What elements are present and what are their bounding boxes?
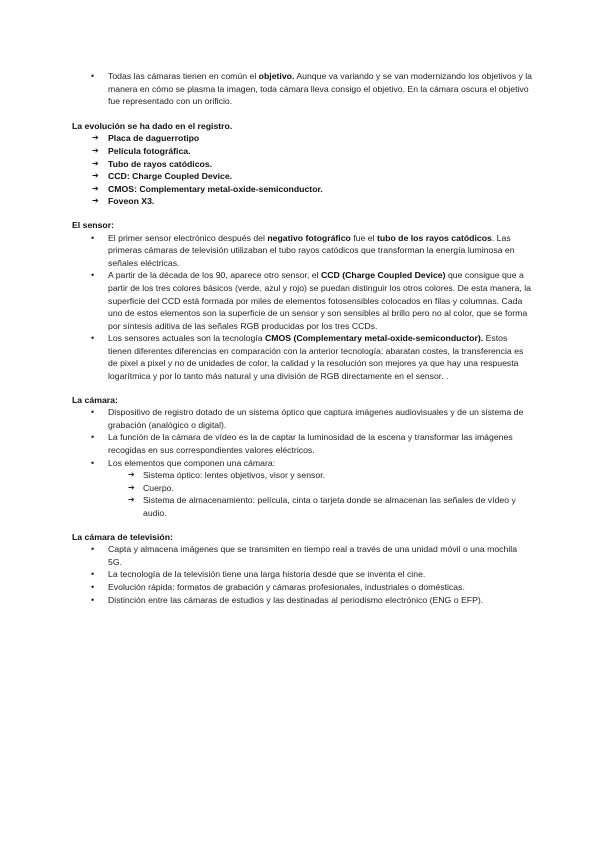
sensor-bullet-1: • El primer sensor electrónico después del negativo fotográfico fue el tubo de los rayos catódicos. Las primeras cámaras de televisión utilizaban el tubo rayos catódicos que transforman la energía luminosa en señales eléctricas. xyxy=(72,232,532,270)
sensor-heading: El sensor: xyxy=(72,219,115,230)
list-item: • Dispositivo de registro dotado de un sistema óptico que captura imágenes audiovisuales y de un sistema de grabación (analógico o digital). xyxy=(72,406,532,431)
camara-heading: La cámara: xyxy=(72,394,118,405)
list-item: • Distinción entre las cámaras de estudios y las destinadas al periodismo electrónico (ENG o EFP). xyxy=(72,594,532,607)
tv-heading: La cámara de televisión: xyxy=(72,531,173,542)
list-item: • La función de la cámara de vídeo es la de captar la luminosidad de la escena y transformar las imágenes recogidas en sus correspondientes valores eléctricos. xyxy=(72,431,532,456)
list-item: ➔ CCD: Charge Coupled Device. xyxy=(72,170,532,183)
list-item: ➔ CMOS: Complementary metal-oxide-semiconductor. xyxy=(72,183,532,196)
sub-list-item: ➔ Sistema de almacenamiento: película, cinta o tarjeta donde se almacenan las señales de vídeo y audio. xyxy=(72,494,532,519)
evolucion-list xyxy=(72,132,532,208)
list-item: • Los elementos que componen una cámara: xyxy=(72,457,532,470)
sub-list-item: ➔ Sistema óptico: lentes objetivos, visor y sensor. xyxy=(72,469,532,482)
sub-list-item: ➔ Cuerpo. xyxy=(72,482,532,495)
list-item: ➔ Tubo de rayos catódicos. xyxy=(72,158,532,171)
sensor-bullet-3: • Los sensores actuales son la tecnología CMOS (Complementary metal-oxide-semiconductor). Estos tienen diferentes diferencias en comparación con la anterior tecnología: abaratan costes, la transferencia es de pixel a pixel y no de unidades de color, la calidad y la resolución son mejores ya que hay una respuesta logarítmica y por lo tanto más natural y una división de RGB directamente en el sensor. . xyxy=(72,332,532,382)
list-item: ➔ Película fotográfica. xyxy=(72,145,532,158)
list-item: • Capta y almacena imágenes que se transmiten en tiempo real a través de una unidad móvil o una mochila 5G. xyxy=(72,543,532,568)
intro-bullet: • Todas las cámaras tienen en común el objetivo. Aunque va variando y se van modernizando los objetivos y la manera en cómo se plasma la imagen, toda cámara lleva consigo el objetivo. En la cámara oscura el objetivo fue representado con un orificio. xyxy=(72,70,532,108)
list-item: • Evolución rápida: formatos de grabación y cámaras profesionales, industriales o domésticas. xyxy=(72,581,532,594)
sensor-bullet-2: • A partir de la década de los 90, aparece otro sensor, el CCD (Charge Coupled Device) que consigue que a partir de los tres colores básicos (verde, azul y rojo) se puedan distinguir los otros colores. De esta manera, la superficie del CCD está formada por miles de elementos fotosensibles colocados en filas y columnas. Cada uno de estos elementos son la superficie de un sensor y son sensibles al brillo pero no al color, que se forma por síntesis aditiva de las señales RGB producidas por los tres CCDs. xyxy=(72,269,532,332)
list-item: ➔ Placa de daguerrotipo xyxy=(72,132,532,145)
evolucion-heading: La evolución se ha dado en el registro. xyxy=(72,120,233,131)
document-page xyxy=(72,70,532,606)
list-item: ➔ Foveon X3. xyxy=(72,195,532,208)
list-item: • La tecnología de la televisión tiene una larga historia desde que se inventa el cine. xyxy=(72,568,532,581)
